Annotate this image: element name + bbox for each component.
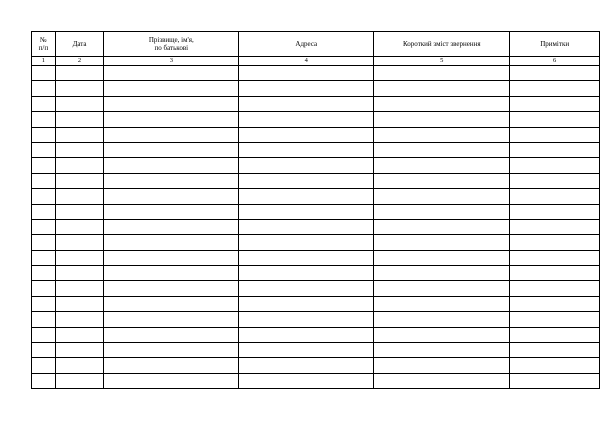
column-number: 2: [55, 57, 104, 66]
table-cell: [104, 219, 239, 234]
table-cell: [239, 373, 374, 388]
table-cell: [55, 189, 104, 204]
table-row: [32, 112, 600, 127]
table-cell: [32, 112, 56, 127]
table-row: [32, 296, 600, 311]
table-cell: [104, 189, 239, 204]
table-cell: [55, 235, 104, 250]
table-cell: [55, 127, 104, 142]
table-cell: [104, 281, 239, 296]
table-cell: [55, 312, 104, 327]
table-cell: [239, 112, 374, 127]
appeals-register-table: [31, 31, 600, 389]
table-cell: [104, 173, 239, 188]
table-cell: [104, 81, 239, 96]
table-row: [32, 327, 600, 342]
table-cell: [374, 66, 510, 81]
table-cell: [510, 204, 600, 219]
table-row: [32, 204, 600, 219]
table-cell: [32, 81, 56, 96]
table-cell: [374, 158, 510, 173]
column-number-row: [32, 57, 600, 66]
table-cell: [239, 158, 374, 173]
table-cell: [32, 96, 56, 111]
table-cell: [55, 204, 104, 219]
table-cell: [32, 189, 56, 204]
table-cell: [374, 189, 510, 204]
column-number: 3: [104, 57, 239, 66]
table-cell: [374, 219, 510, 234]
table-cell: [32, 296, 56, 311]
table-cell: [374, 173, 510, 188]
table-row: [32, 266, 600, 281]
table-cell: [510, 189, 600, 204]
table-row: [32, 96, 600, 111]
table-cell: [510, 296, 600, 311]
table-row: [32, 66, 600, 81]
table-cell: [239, 343, 374, 358]
table-row: [32, 219, 600, 234]
table-cell: [104, 296, 239, 311]
table-cell: [104, 312, 239, 327]
table-cell: [510, 158, 600, 173]
column-number: 1: [32, 57, 56, 66]
table-row: [32, 373, 600, 388]
table-cell: [239, 204, 374, 219]
table-cell: [374, 235, 510, 250]
table-cell: [239, 266, 374, 281]
column-number: 4: [239, 57, 374, 66]
header-notes: Примітки: [510, 32, 600, 57]
header-number: № п/п: [32, 32, 56, 57]
table-cell: [239, 189, 374, 204]
header-date: Дата: [55, 32, 104, 57]
table-cell: [374, 127, 510, 142]
table-row: [32, 81, 600, 96]
table-cell: [510, 250, 600, 265]
table-cell: [374, 96, 510, 111]
table-cell: [510, 112, 600, 127]
table-cell: [104, 235, 239, 250]
table-cell: [239, 235, 374, 250]
table-cell: [239, 173, 374, 188]
table-cell: [32, 373, 56, 388]
table-cell: [374, 250, 510, 265]
table-cell: [510, 327, 600, 342]
table-cell: [239, 142, 374, 157]
table-cell: [55, 173, 104, 188]
table-cell: [104, 343, 239, 358]
table-row: [32, 358, 600, 373]
table-cell: [104, 158, 239, 173]
table-cell: [104, 327, 239, 342]
table-row: [32, 189, 600, 204]
table-cell: [510, 173, 600, 188]
table-cell: [374, 312, 510, 327]
table-cell: [374, 358, 510, 373]
table-cell: [510, 358, 600, 373]
table-row: [32, 127, 600, 142]
table-cell: [104, 96, 239, 111]
table-cell: [55, 327, 104, 342]
table-cell: [510, 142, 600, 157]
table-cell: [32, 204, 56, 219]
table-cell: [104, 66, 239, 81]
table-cell: [239, 250, 374, 265]
table-cell: [32, 127, 56, 142]
table-cell: [32, 281, 56, 296]
table-cell: [55, 358, 104, 373]
header-summary: Короткий зміст звернення: [374, 32, 510, 57]
table-cell: [374, 373, 510, 388]
table-header-row: [32, 32, 600, 57]
table-cell: [104, 204, 239, 219]
table-cell: [239, 296, 374, 311]
table-cell: [55, 66, 104, 81]
table-cell: [510, 281, 600, 296]
table-row: [32, 312, 600, 327]
table-cell: [104, 373, 239, 388]
table-cell: [374, 81, 510, 96]
table-cell: [510, 235, 600, 250]
table-cell: [239, 358, 374, 373]
table-cell: [104, 127, 239, 142]
header-address: Адреса: [239, 32, 374, 57]
table-cell: [32, 173, 56, 188]
table-cell: [104, 266, 239, 281]
table-cell: [510, 66, 600, 81]
table-cell: [239, 327, 374, 342]
table-cell: [55, 96, 104, 111]
table-cell: [32, 266, 56, 281]
table-cell: [510, 266, 600, 281]
table-cell: [55, 81, 104, 96]
table-cell: [104, 358, 239, 373]
table-cell: [55, 250, 104, 265]
table-cell: [104, 250, 239, 265]
table-cell: [104, 142, 239, 157]
table-cell: [510, 127, 600, 142]
table-cell: [374, 204, 510, 219]
table-cell: [32, 142, 56, 157]
table-cell: [510, 343, 600, 358]
table-row: [32, 250, 600, 265]
header-full-name: Прізвище, ім'я, по батькові: [104, 32, 239, 57]
table-cell: [32, 358, 56, 373]
column-number: 6: [510, 57, 600, 66]
table-cell: [32, 312, 56, 327]
table-cell: [374, 281, 510, 296]
column-number: 5: [374, 57, 510, 66]
table-cell: [239, 96, 374, 111]
table-cell: [55, 266, 104, 281]
table-cell: [32, 343, 56, 358]
table-cell: [239, 81, 374, 96]
table-cell: [55, 343, 104, 358]
table-body: [32, 66, 600, 389]
table-row: [32, 142, 600, 157]
table-cell: [32, 66, 56, 81]
table-cell: [510, 96, 600, 111]
table-row: [32, 281, 600, 296]
table-cell: [374, 142, 510, 157]
table-cell: [32, 235, 56, 250]
table-cell: [104, 112, 239, 127]
table-cell: [32, 327, 56, 342]
table-cell: [55, 296, 104, 311]
table-cell: [32, 158, 56, 173]
table-cell: [55, 112, 104, 127]
table-cell: [374, 296, 510, 311]
table-cell: [55, 219, 104, 234]
table-cell: [32, 219, 56, 234]
table-cell: [55, 158, 104, 173]
table-cell: [55, 281, 104, 296]
table-row: [32, 158, 600, 173]
table-row: [32, 343, 600, 358]
table-cell: [32, 250, 56, 265]
table-cell: [239, 281, 374, 296]
table-cell: [374, 343, 510, 358]
table-row: [32, 173, 600, 188]
table-row: [32, 235, 600, 250]
table-cell: [510, 219, 600, 234]
table-cell: [374, 266, 510, 281]
table-cell: [239, 127, 374, 142]
table-cell: [510, 373, 600, 388]
table-cell: [510, 312, 600, 327]
table-cell: [239, 66, 374, 81]
table-cell: [510, 81, 600, 96]
table-cell: [374, 327, 510, 342]
table-cell: [239, 312, 374, 327]
table-cell: [55, 373, 104, 388]
table-cell: [55, 142, 104, 157]
table-cell: [239, 219, 374, 234]
table-cell: [374, 112, 510, 127]
